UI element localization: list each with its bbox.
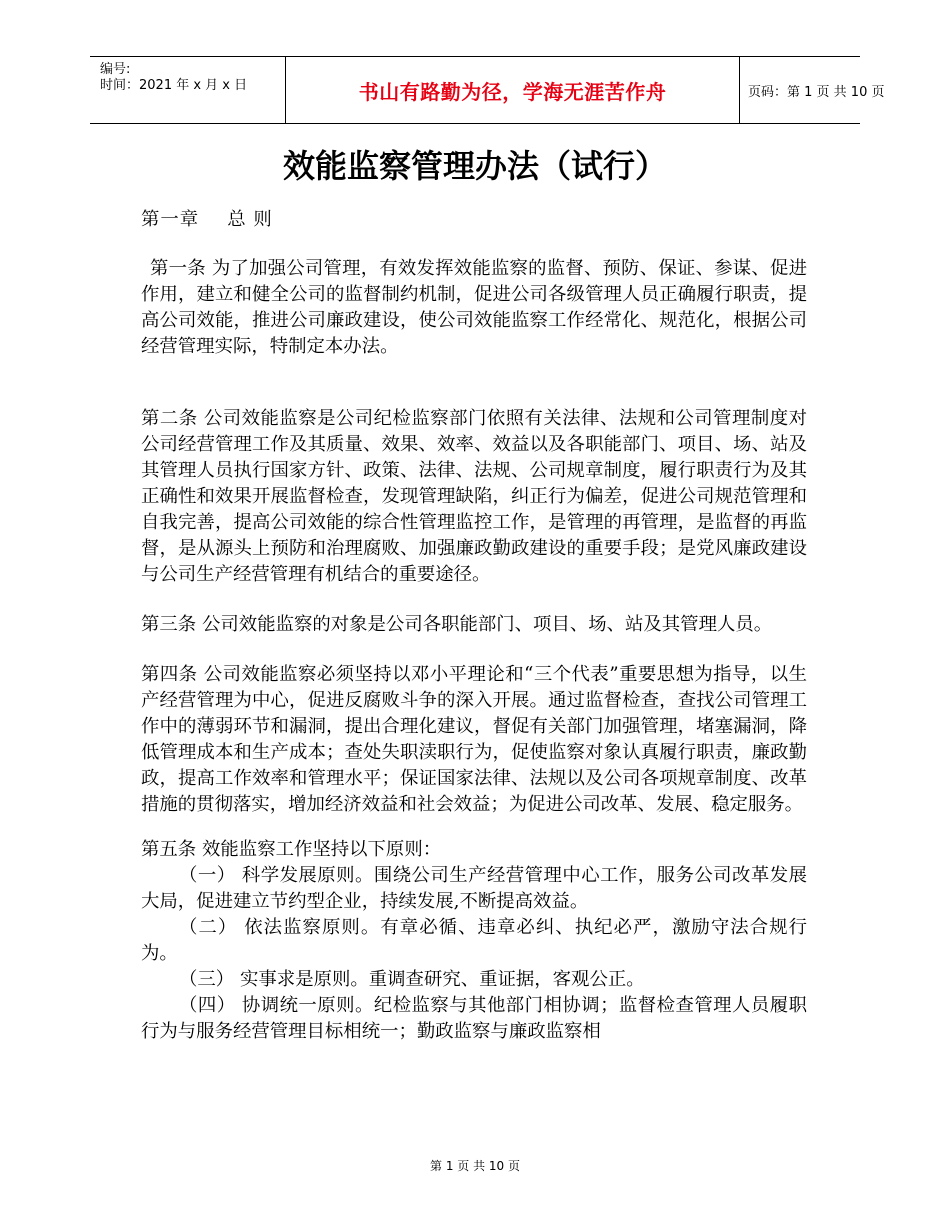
principle-1: （一） 科学发展原则。围绕公司生产经营管理中心工作，服务公司改革发展大局，促进建立节约型企业，持续发展,不断提高效益。: [141, 865, 807, 912]
principle-2: （二） 依法监察原则。有章必循、违章必纠、执纪必严，激励守法合规行为。: [141, 917, 807, 964]
document-body: [141, 202, 807, 1045]
article-5: 第五条 效能监察工作坚持以下原则：: [141, 839, 442, 860]
chapter-name: 总 则: [227, 209, 273, 230]
article-3: 第三条 公司效能监察的对象是公司各职能部门、项目、场、站及其管理人员。: [141, 614, 773, 635]
page-footer: 第 1 页 共 10 页: [430, 1159, 520, 1173]
header-motto-cell: [286, 57, 740, 123]
article-4: 第四条 公司效能监察必须坚持以邓小平理论和“三个代表”重要思想为指导，以生产经营管理为中心，促进反腐败斗争的深入开展。通过监督检查，查找公司管理工作中的薄弱环节和漏洞，提出合理化建议，督促有关部门加强管理，堵塞漏洞，降低管理成本和生产成本；查处失职渎职行为，促使监察对象认真履行职责，廉政勤政，提高工作效率和管理水平；保证国家法律、法规以及公司各项规章制度、改革措施的贯彻落实，增加经济效益和社会效益；为促进公司改革、发展、稳定服务。: [141, 664, 807, 815]
principle-3: （三） 实事求是原则。重调查研究、重证据，客观公正。: [179, 969, 645, 990]
header-motto: 书山有路勤为径，学海无涯苦作舟: [358, 79, 667, 104]
page-header: [90, 56, 885, 124]
article-2: 第二条 公司效能监察是公司纪检监察部门依照有关法律、法规和公司管理制度对公司经营管理工作及其质量、效果、效率、效益以及各职能部门、项目、场、站及其管理人员执行国家方针、政策、法律、法规、公司规章制度，履行职责行为及其正确性和效果开展监督检查，发现管理缺陷，纠正行为偏差，促进公司规范管理和自我完善，提高公司效能的综合性管理监控工作，是管理的再管理，是监督的再监督，是从源头上预防和治理腐败、加强廉政勤政建设的重要手段；是党风廉政建设与公司生产经营管理有机结合的重要途径。: [141, 408, 807, 585]
principle-4: （四） 协调统一原则。纪检监察与其他部门相协调；监督检查管理人员履职行为与服务经营管理目标相统一；勤政监察与廉政监察相: [141, 995, 807, 1042]
article-1: 第一条 为了加强公司管理，有效发挥效能监察的监督、预防、保证、参谋、促进作用，建立和健全公司的监督制约机制，促进公司各级管理人员正确履行职责，提高公司效能，推进公司廉政建设，使公司效能监察工作经常化、规范化，根据公司经营管理实际，特制定本办法。: [141, 258, 807, 357]
chapter-heading: [141, 202, 807, 238]
header-meta: [90, 57, 286, 123]
chapter-number: 第一章: [141, 209, 200, 230]
document-code-label: 编号:: [100, 62, 131, 77]
header-page-info: 页码：第 1 页 共 10 页: [748, 84, 885, 100]
document-time-label: 时间：2021 年 x 月 x 日: [100, 78, 248, 93]
document-title: 效能监察管理办法（试行）: [282, 147, 667, 185]
